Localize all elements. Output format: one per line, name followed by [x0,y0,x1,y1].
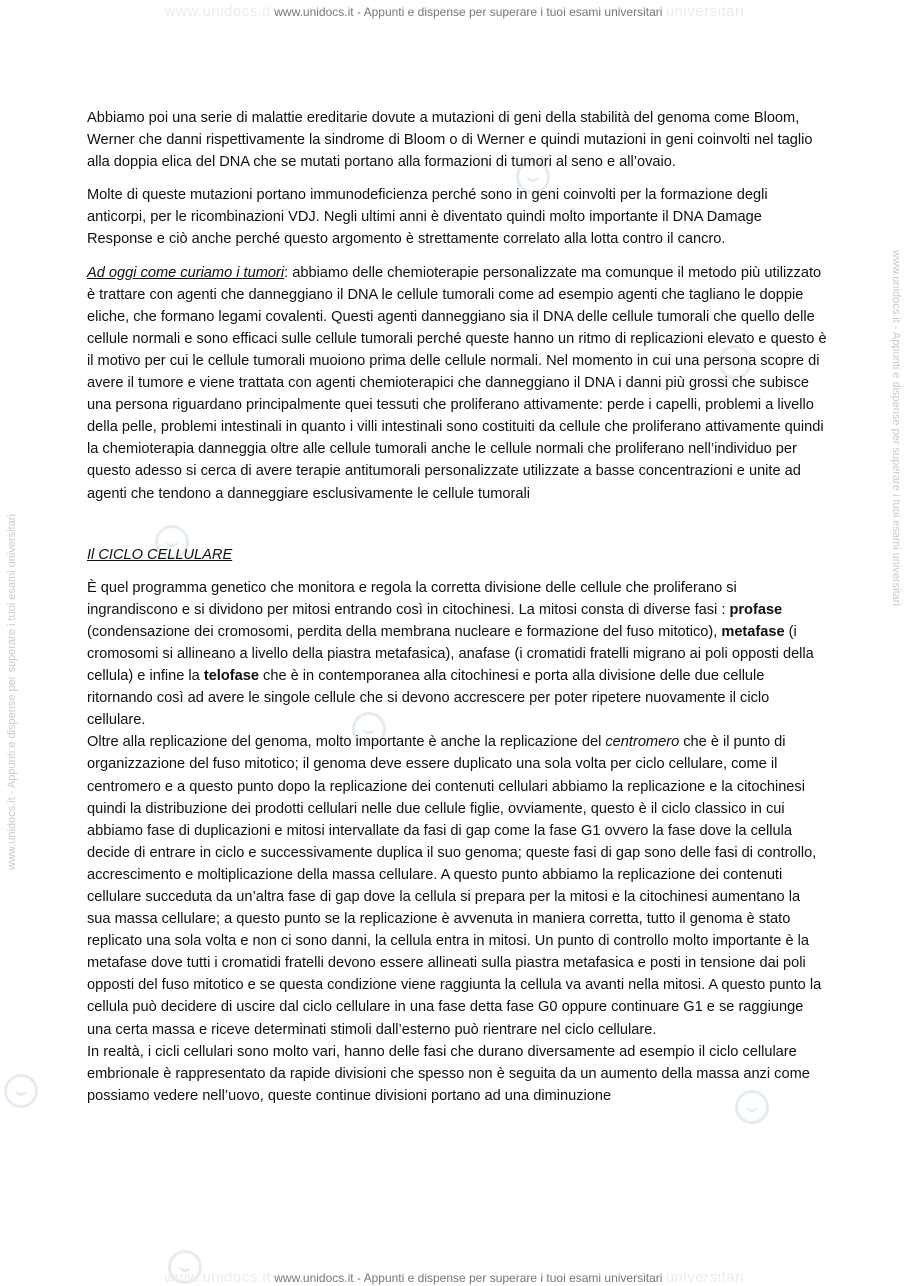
italic-term: centromero [605,734,680,751]
header-ghost-text: www.unidocs.it [164,3,271,20]
paragraph-text: Oltre alla replicazione del genoma, molto importante è anche la replicazione del [87,734,606,751]
document-body [87,107,827,1107]
bold-term: profase [729,601,783,618]
paragraph-lead: Ad oggi come curiamo i tumori [87,264,285,281]
paragraph-text: (i cromosomi si allineano a livello della piastra metafasica), anafase (i cromatidi fratelli migrano ai poli opposti della cellula) e infine la [87,623,814,685]
header-watermark-text: www.unidocs.it - Appunti e dispense per superare i tuoi esami universitari [274,5,663,19]
section-heading: Il CICLO CELLULARE [87,546,233,563]
footer-ghost-text-right: universitari [665,1269,745,1286]
paragraph-text: che è in contemporanea alla citochinesi e porta alla divisione delle due cellule ritornando così ad avere le singole cellule che si devono accrescere per poter ripetere nuovamente il ciclo cellulare. [87,668,770,729]
paragraph-text: : abbiamo delle chemioterapie personalizzate ma comunque il metodo più utilizzato è trattare con agenti che danneggiano il DNA le cellule tumorali come ad esempio agenti che tagliano le doppie eliche, che formano legami covalenti. Questi agenti danneggiano sia il DNA delle cellule tumorali che quello delle cellule normali e sono efficaci sulle cellule tumorali perché queste hanno un ritmo di replicazioni elevato e questo è il motivo per cui le cellule tumorali muoiono prima delle cellule normali. Nel momento in cui una persona scopre di avere il tumore e viene trattata con agenti chemioterapici che danneggiano il DNA i danni più grossi che subisce una persona riguardano principalmente quei tessuti che proliferano attivamente: perde i capelli, problemi a livello della pelle, problemi intestinali in quanto i villi intestinali sono costituiti da cellule che proliferano attivamente quindi la chemioterapia danneggia oltre alle cellule tumorali anche le cellule normali che proliferano nell’individuo per questo adesso si cerca di avere terapie antitumorali personalizzate utilizzate a basse concentrazioni e unite ad agenti che tendono a danneggiare esclusivamente le cellule tumorali [87,264,827,502]
footer-watermark-text: www.unidocs.it - Appunti e dispense per superare i tuoi esami universitari [274,1271,663,1285]
paragraph: Abbiamo poi una serie di malattie ereditarie dovute a mutazioni di geni della stabilità del genoma come Bloom, Werner che danni rispettivamente la sindrome di Bloom o di Werner e quindi mutazioni in geni coinvolti nel taglio alla doppia elica del DNA che se mutati portano alla formazioni di tumori al seno e all’ovaio. [87,110,813,171]
header-ghost-text-right: universitari [665,3,745,20]
paragraph: In realtà, i cicli cellulari sono molto vari, hanno delle fasi che durano diversamente ad esempio il ciclo cellulare embrionale è rappresentato da rapide divisioni che spesso non è seguita da un aumento della massa anzi come possiamo vedere nell’uovo, queste continue divisioni portano ad una diminuzione [87,1043,810,1104]
right-side-watermark: www.unidocs.it - Appunti e dispense per superare i tuoi esami universitari [890,250,902,606]
paragraph [87,731,827,1040]
header-watermark [0,0,909,24]
paragraph-text: (condensazione dei cromosomi, perdita della membrana nucleare e formazione del fuso mitotico), [87,623,722,640]
paragraph [87,262,827,505]
bold-term: telofase [203,668,259,685]
paragraph: Molte di queste mutazioni portano immunodeficienza perché sono in geni coinvolti per la formazione degli anticorpi, per le ricombinazioni VDJ. Negli ultimi anni è diventato quindi molto importante il DNA Damage Response e ciò anche perché questo argomento è strettamente correlato alla lotta contro il cancro. [87,187,768,248]
paragraph-text: che è il punto di organizzazione del fuso mitotico; il genoma deve essere duplicato una sola volta per ciclo cellulare, come il centromero e a questo punto dopo la replicazione dei contenuti cellulari abbiamo la replicazione e la citochinesi quindi la distribuzione dei prodotti cellulari nelle due cellule figlie, ovviamente, questo è il ciclo classico in cui abbiamo fase di duplicazioni e mitosi intervallate da fasi di gap come la fase G1 ovvero la fase dove la cellula decide di entrare in ciclo e successivamente duplica il suo genoma; queste fasi di gap sono delle fasi di controllo, accrescimento e moltiplicazione della massa cellulare. A questo punto abbiamo la replicazione dei contenuti cellulare succeduta da un’altra fase di gap dove la cellula si prepara per la mitosi e la citochinesi aumentano la sua massa cellulare; a questo punto se la replicazione è avvenuta in maniera corretta, tutto il genoma è stato replicato una sola volta e non ci sono danni, la cellula entra in mitosi. Un punto di controllo molto importante è la metafase dove tutti i cromatidi fratelli devono essere allineati sulla piastra metafasica e posti in tensione dai poli opposti del fuso mitotico e se questa condizione viene raggiunta la cellula va avanti nella mitosi. A questo punto la cellula può decidere di uscire dal ciclo cellulare in una fase detta fase G0 oppure continuare G1 e se raggiunge una certa massa e riceve determinati stimoli dall’esterno può rientrare nel ciclo cellulare. [87,734,822,1038]
bold-term: metafase [721,623,785,640]
watermark-logo-icon [4,1074,38,1108]
footer-watermark [0,1266,909,1286]
paragraph-text: È quel programma genetico che monitora e regola la corretta divisione delle cellule che proliferano si ingrandiscono e si dividono per mitosi entrando così in citochinesi. La mitosi consta di diverse fasi : [87,579,737,618]
left-side-watermark: www.unidocs.it - Appunti e dispense per superare i tuoi esami universitari [6,514,18,870]
footer-ghost-text: www.unidocs.it [164,1269,271,1286]
paragraph [87,577,827,732]
